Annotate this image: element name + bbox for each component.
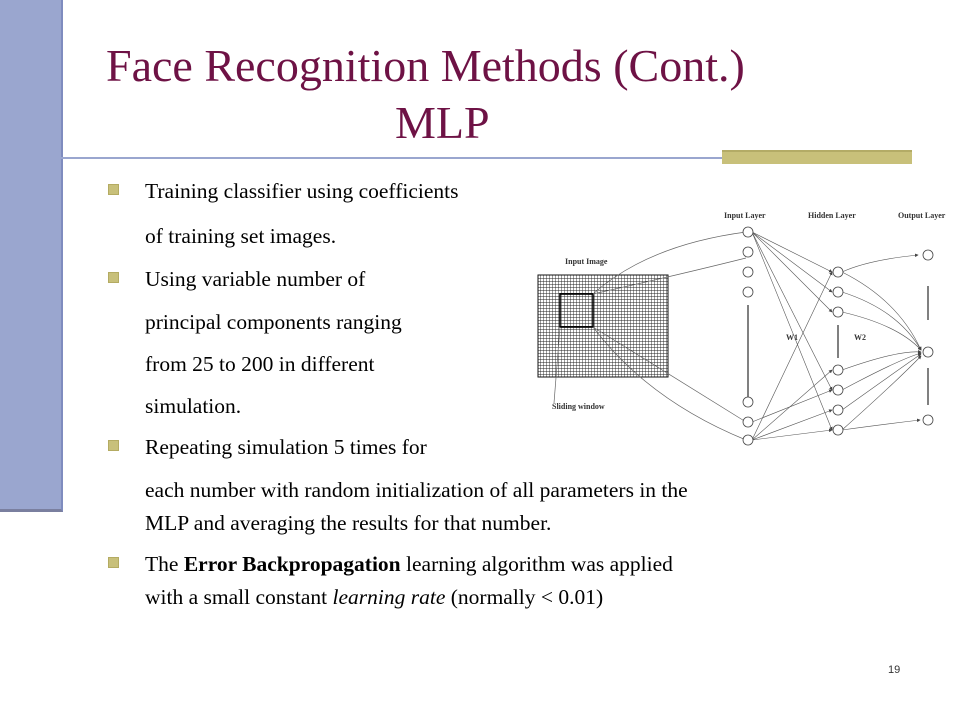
- bullet-marker: [108, 440, 119, 451]
- slide-title: Face Recognition Methods (Cont.): [106, 40, 745, 91]
- bullet-1-line-1: Training classifier using coefficients: [145, 179, 459, 203]
- bullet-4-text-c: with a small constant: [145, 585, 333, 609]
- input-layer-label: Input Layer: [724, 211, 766, 220]
- bullet-marker: [108, 184, 119, 195]
- bullet-1-line-2: of training set images.: [145, 224, 337, 248]
- sidebar-decoration: [0, 0, 63, 512]
- bullet-4-line-1: [145, 551, 673, 577]
- bullet-4-line-2: [145, 584, 603, 610]
- bullet-3-line-2: each number with random initialization of all parameters in the: [145, 478, 688, 502]
- bullet-2-line-4: simulation.: [145, 394, 242, 418]
- bullet-marker: [108, 272, 119, 283]
- w2-connections: [842, 255, 921, 430]
- sliding-window-label: Sliding window: [552, 402, 605, 411]
- bullet-3-line-3: MLP and averaging the results for that number.: [145, 511, 552, 535]
- bullet-3-line-1: Repeating simulation 5 times for: [145, 435, 427, 459]
- bullet-2-line-1: Using variable number of: [145, 267, 366, 291]
- page-number: 19: [888, 664, 901, 676]
- bullet-4-text-a: The: [145, 552, 184, 576]
- bullet-4-text-b: learning algorithm was applied: [400, 552, 673, 576]
- bullet-4-italic-term: learning rate: [332, 585, 446, 609]
- bullet-2-line-2: principal components ranging: [145, 310, 402, 334]
- bullet-marker: [108, 557, 119, 568]
- accent-bar: [722, 150, 912, 164]
- w2-label: W2: [854, 333, 866, 342]
- output-layer-label: Output Layer: [898, 211, 946, 220]
- bullet-4-bold-term: Error Backpropagation: [183, 552, 401, 576]
- input-image-label: Input Image: [565, 257, 608, 266]
- hidden-layer-label: Hidden Layer: [808, 211, 856, 220]
- slide-subtitle: MLP: [395, 97, 490, 148]
- mlp-diagram: [528, 200, 960, 460]
- w1-label: W1: [786, 333, 798, 342]
- bullet-2-line-3: from 25 to 200 in different: [145, 352, 375, 376]
- bullet-4-text-d: (normally < 0.01): [445, 585, 604, 609]
